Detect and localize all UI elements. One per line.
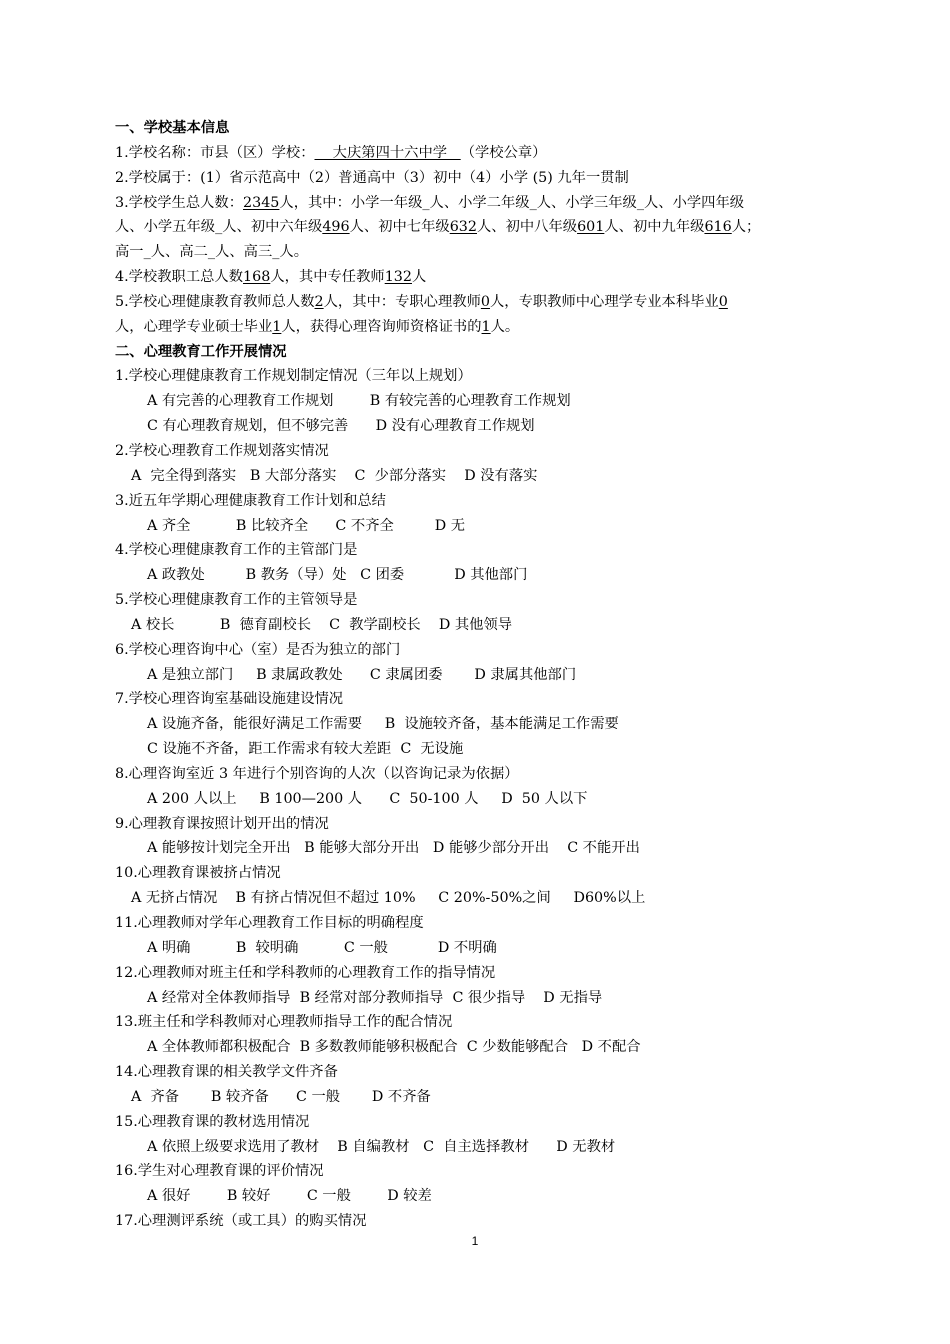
question-2-options: A 完全得到落实 B 大部分落实 C 少部分落实 D 没有落实 xyxy=(131,467,538,484)
q1-school-name: 1.学校名称：市县（区）学校： 大庆第四十六中学 （学校公章） xyxy=(115,144,547,161)
question-7-options: C 设施不齐备，距工作需求有较大差距 C 无设施 xyxy=(147,741,464,758)
question-10: 10.心理教育课被挤占情况 xyxy=(115,865,281,882)
question-16-options: A 很好 B 较好 C 一般 D 较差 xyxy=(147,1188,432,1205)
q3-students-line1: 3.学校学生总人数：2345人，其中：小学一年级_人、小学二年级_人、小学三年级_人、小学四年级 xyxy=(115,194,745,211)
section-2-question-list xyxy=(115,364,845,1234)
question-16: 16.学生对心理教育课的评价情况 xyxy=(115,1163,324,1180)
section-1-title: 一、学校基本信息 xyxy=(115,120,230,136)
question-17: 17.心理测评系统（或工具）的购买情况 xyxy=(115,1213,367,1230)
q5-psych-teachers-line2: 人，心理学专业硕士毕业1人，获得心理咨询师资格证书的1人。 xyxy=(115,318,520,335)
question-13: 13.班主任和学科教师对心理教师指导工作的配合情况 xyxy=(115,1014,453,1031)
question-1-options: C 有心理教育规划，但不够完善 D 没有心理教育工作规划 xyxy=(147,418,535,435)
question-8-options: A 200 人以上 B 100—200 人 C 50-100 人 D 50 人以下 xyxy=(147,790,588,807)
section-2-title: 二、心理教育工作开展情况 xyxy=(115,343,287,360)
question-15: 15.心理教育课的教材选用情况 xyxy=(115,1113,310,1130)
question-11: 11.心理教师对学年心理教育工作目标的明确程度 xyxy=(115,915,424,931)
question-7-options: A 设施齐备，能很好满足工作需要 B 设施较齐备，基本能满足工作需要 xyxy=(147,716,619,733)
q2-school-type: 2.学校属于：(1）省示范高中（2）普通高中（3）初中（4）小学 (5) 九年一贯制 xyxy=(115,169,629,186)
question-9-options: A 能够按计划完全开出 B 能够大部分开出 D 能够少部分开出 C 不能开出 xyxy=(147,840,640,857)
q4-staff: 4.学校教职工总人数168人，其中专任教师132人 xyxy=(115,269,427,286)
question-8: 8.心理咨询室近 3 年进行个别咨询的人次（以咨询记录为依据） xyxy=(115,765,519,782)
question-9: 9.心理教育课按照计划开出的情况 xyxy=(115,815,329,832)
question-12-options: A 经常对全体教师指导 B 经常对部分教师指导 C 很少指导 D 无指导 xyxy=(147,989,603,1006)
school-name-value: 大庆第四十六中学 xyxy=(314,144,461,161)
question-7: 7.学校心理咨询室基础设施建设情况 xyxy=(115,691,344,708)
question-14: 14.心理教育课的相关教学文件齐备 xyxy=(115,1064,338,1081)
question-3: 3.近五年学期心理健康教育工作计划和总结 xyxy=(115,492,386,509)
q5-psych-teachers-line1: 5.学校心理健康教育教师总人数2人，其中：专职心理教师0人，专职教师中心理学专业本科毕业0 xyxy=(115,293,728,310)
question-10-options: A 无挤占情况 B 有挤占情况但不超过 10% C 20%-50%之间 D60%以上 xyxy=(131,890,646,907)
question-2: 2.学校心理教育工作规划落实情况 xyxy=(115,442,329,459)
question-1-options: A 有完善的心理教育工作规划 B 有较完善的心理教育工作规划 xyxy=(147,393,571,410)
question-5-options: A 校长 B 德育副校长 C 教学副校长 D 其他领导 xyxy=(131,616,513,633)
question-15-options: A 依照上级要求选用了教材 B 自编教材 C 自主选择教材 D 无教材 xyxy=(147,1138,616,1155)
question-6-options: A 是独立部门 B 隶属政教处 C 隶属团委 D 隶属其他部门 xyxy=(147,666,577,683)
question-3-options: A 齐全 B 比较齐全 C 不齐全 D 无 xyxy=(147,517,465,534)
question-5: 5.学校心理健康教育工作的主管领导是 xyxy=(115,592,358,609)
document-page xyxy=(115,116,845,1234)
question-12: 12.心理教师对班主任和学科教师的心理教育工作的指导情况 xyxy=(115,964,496,981)
question-14-options: A 齐备 B 较齐备 C 一般 D 不齐备 xyxy=(131,1088,431,1105)
question-1: 1.学校心理健康教育工作规划制定情况（三年以上规划） xyxy=(115,368,472,385)
question-6: 6.学校心理咨询中心（室）是否为独立的部门 xyxy=(115,641,401,658)
question-4-options: A 政教处 B 教务（导）处 C 团委 D 其他部门 xyxy=(147,567,528,584)
page-number: 1 xyxy=(471,1234,479,1248)
q3-students-line2: 人、小学五年级_人、初中六年级496人、初中七年级632人、初中八年级601人、初中九年级616人； xyxy=(115,219,761,236)
question-4: 4.学校心理健康教育工作的主管部门是 xyxy=(115,542,358,559)
q3-students-line3: 高一_人、高二_人、高三_人。 xyxy=(115,244,309,261)
question-13-options: A 全体教师都积极配合 B 多数教师能够积极配合 C 少数能够配合 D 不配合 xyxy=(147,1039,641,1056)
question-11-options: A 明确 B 较明确 C 一般 D 不明确 xyxy=(147,939,497,956)
